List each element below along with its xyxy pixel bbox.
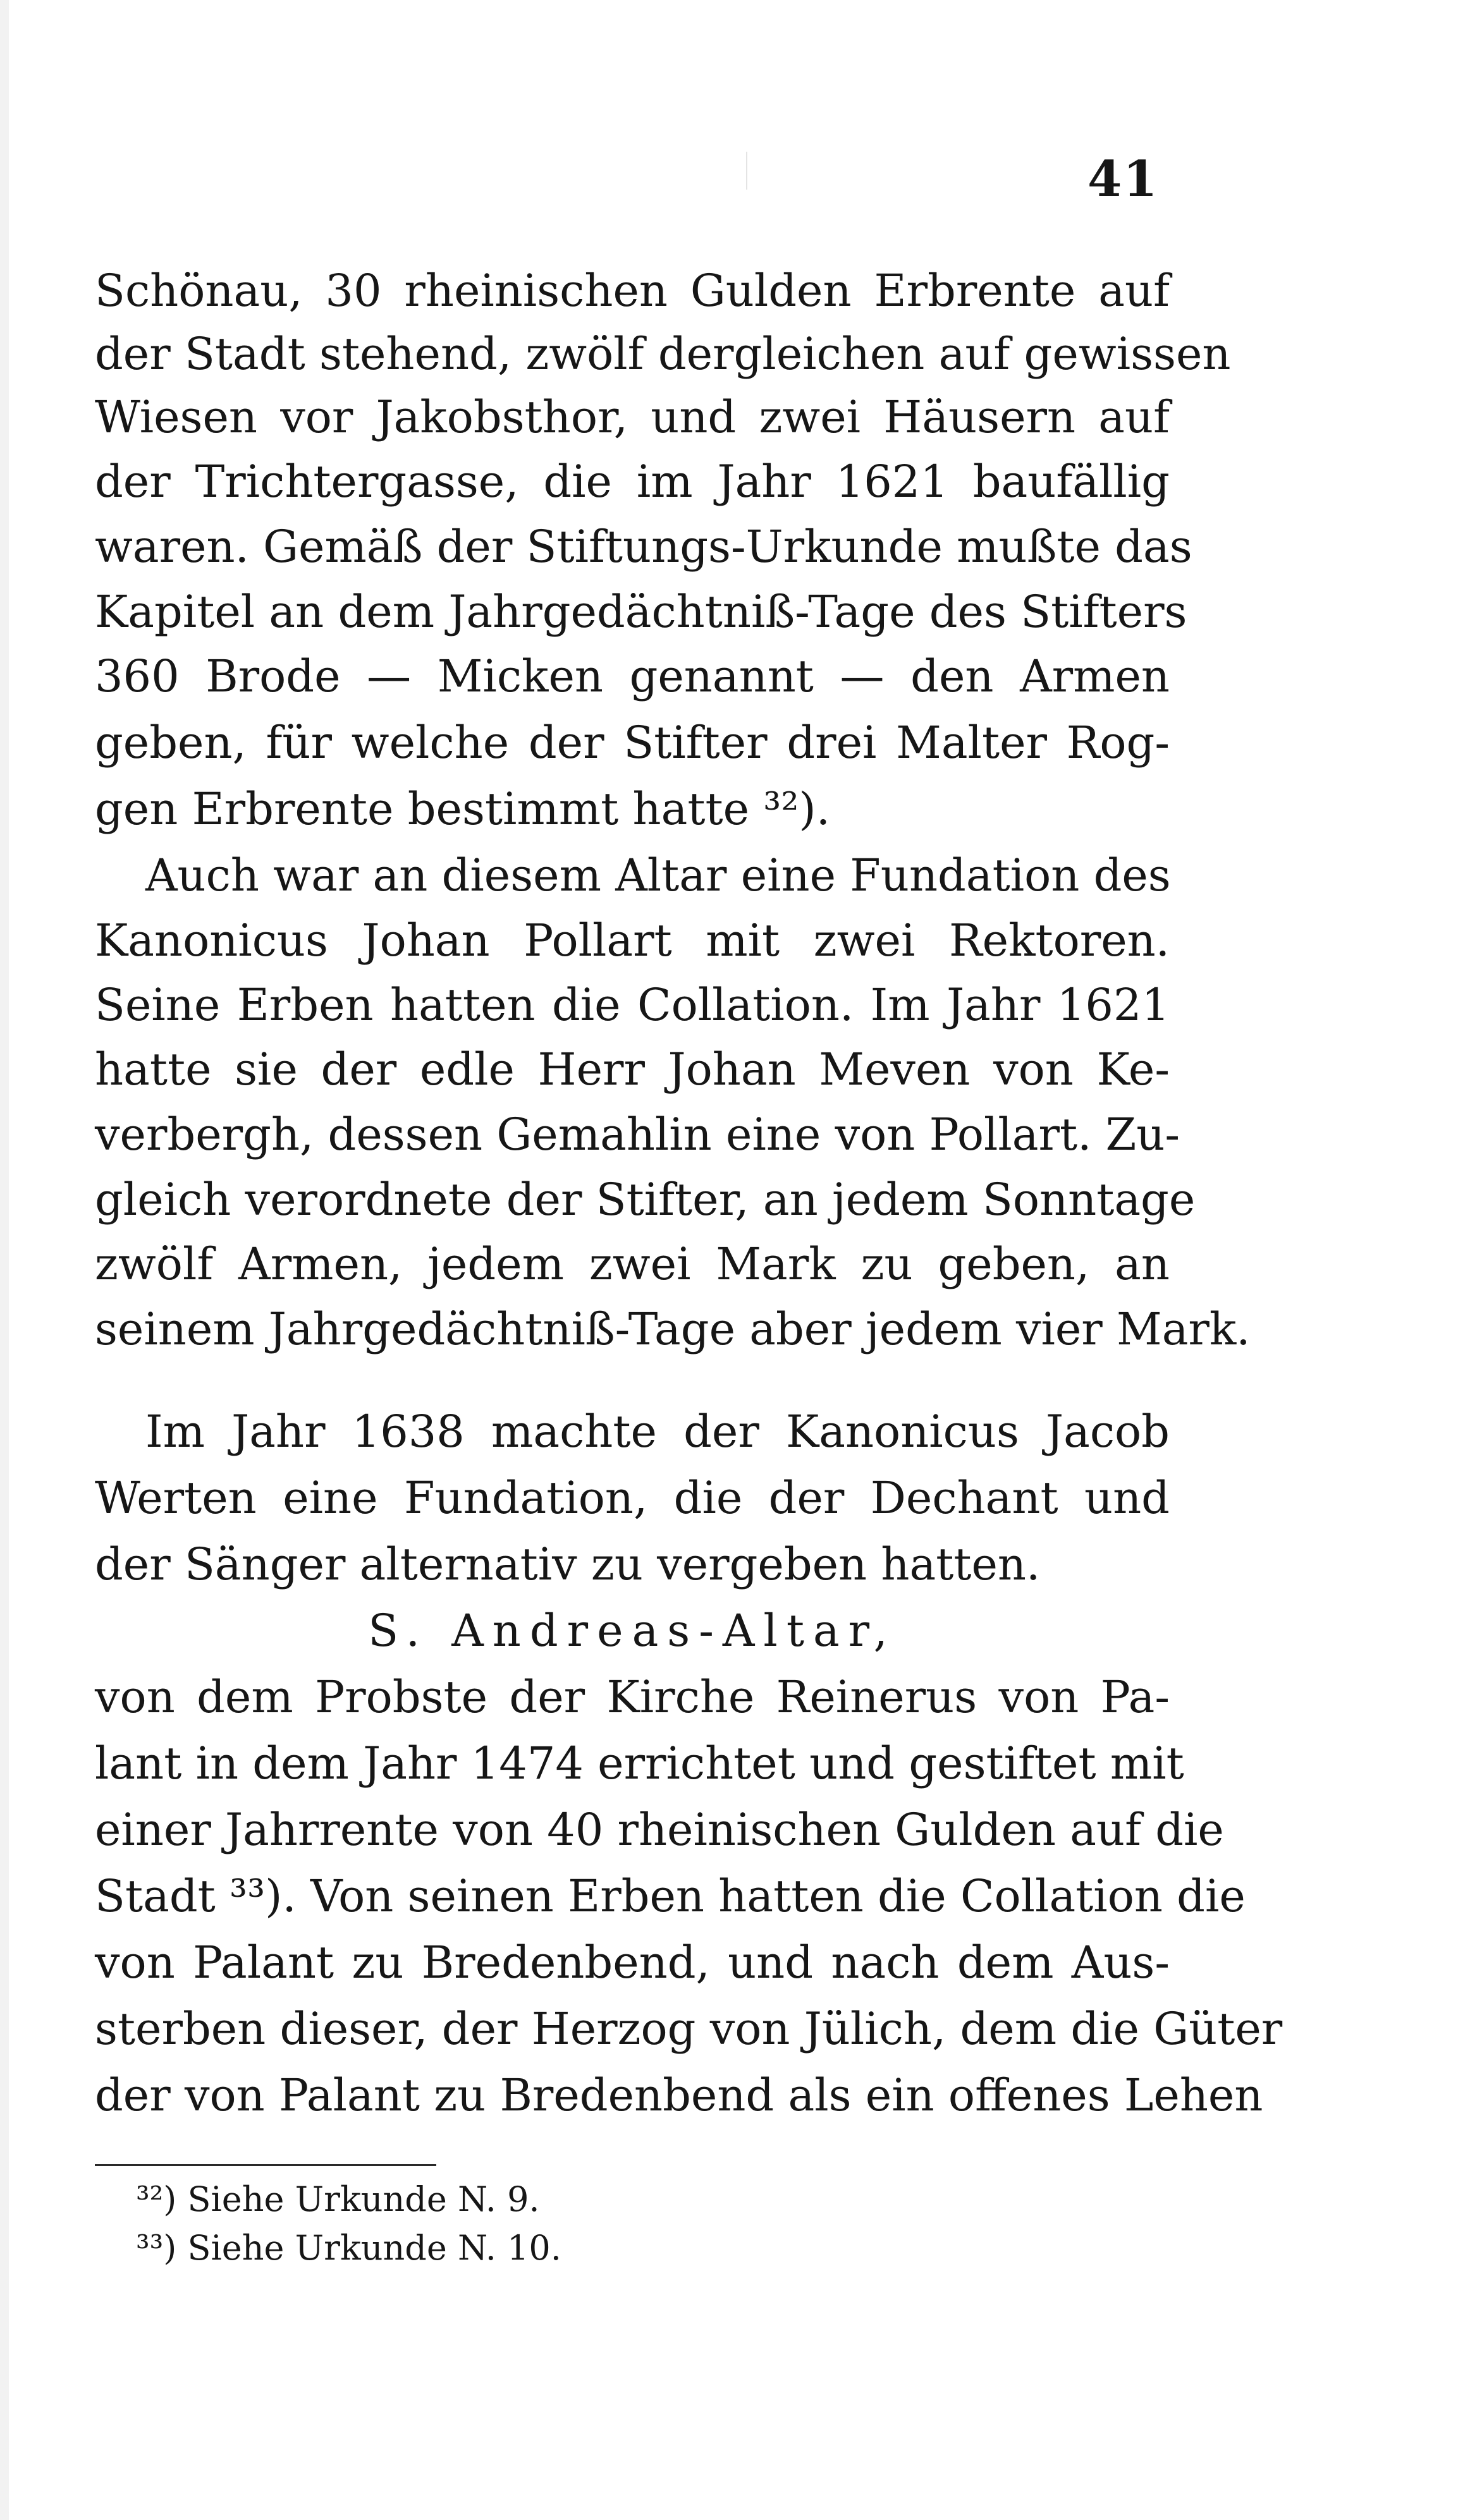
section-heading: S. Andreas-Altar, — [368, 1605, 897, 1657]
text-line: Auch war an diesem Altar eine Fundation des — [145, 849, 1171, 901]
page-number: 41 — [1087, 150, 1159, 208]
text-line: 360 Brode — Micken genannt — den Armen — [95, 650, 1170, 702]
footnote: ³³) Siehe Urkunde N. 10. — [136, 2228, 561, 2268]
text-line: Kanonicus Johan Pollart mit zwei Rektoren. — [95, 915, 1170, 966]
text-line: Kapitel an dem Jahrgedächtniß-Tage des Stifters — [95, 586, 1187, 638]
text-line: von Palant zu Bredenbend, und nach dem Aus- — [95, 1937, 1170, 1988]
text-line: waren. Gemäß der Stiftungs-Urkunde mußte das — [95, 521, 1192, 573]
page-edge-shadow — [0, 0, 9, 2520]
text-line: Schönau, 30 rheinischen Gulden Erbrente auf — [95, 265, 1170, 317]
text-line: Seine Erben hatten die Collation. Im Jahr 1621 — [95, 979, 1170, 1031]
text-line: gleich verordnete der Stifter, an jedem Sonntage — [95, 1174, 1196, 1226]
text-line: einer Jahrrente von 40 rheinischen Gulden auf die — [95, 1804, 1224, 1856]
text-line: geben, für welche der Stifter drei Malter Rog- — [95, 717, 1170, 769]
text-line: Wiesen vor Jakobsthor, und zwei Häusern auf — [95, 391, 1170, 443]
paper-mark — [746, 152, 747, 190]
text-line: lant in dem Jahr 1474 errichtet und gestiftet mit — [95, 1738, 1184, 1789]
text-line: Stadt ³³). Von seinen Erben hatten die Collation die — [95, 1870, 1246, 1922]
text-line: hatte sie der edle Herr Johan Meven von Ke- — [95, 1044, 1170, 1095]
text-line: der Sänger alternativ zu vergeben hatten. — [95, 1538, 1041, 1590]
footnote-divider — [95, 2164, 436, 2166]
text-line: zwölf Armen, jedem zwei Mark zu geben, an — [95, 1238, 1170, 1290]
text-line: sterben dieser, der Herzog von Jülich, dem die Güter — [95, 2003, 1283, 2055]
text-line: der Trichtergasse, die im Jahr 1621 baufällig — [95, 456, 1170, 508]
text-line: gen Erbrente bestimmt hatte ³²). — [95, 783, 830, 835]
text-line: der von Palant zu Bredenbend als ein offenes Lehen — [95, 2069, 1263, 2121]
text-line: verbergh, dessen Gemahlin eine von Pollart. Zu- — [95, 1109, 1180, 1160]
text-line: von dem Probste der Kirche Reinerus von Pa- — [95, 1671, 1170, 1723]
text-line: der Stadt stehend, zwölf dergleichen auf gewissen — [95, 328, 1231, 380]
text-line: Im Jahr 1638 machte der Kanonicus Jacob — [145, 1406, 1170, 1458]
footnote: ³²) Siehe Urkunde N. 9. — [136, 2179, 540, 2219]
text-line: seinem Jahrgedächtniß-Tage aber jedem vier Mark. — [95, 1303, 1251, 1355]
text-line: Werten eine Fundation, die der Dechant und — [95, 1472, 1170, 1524]
